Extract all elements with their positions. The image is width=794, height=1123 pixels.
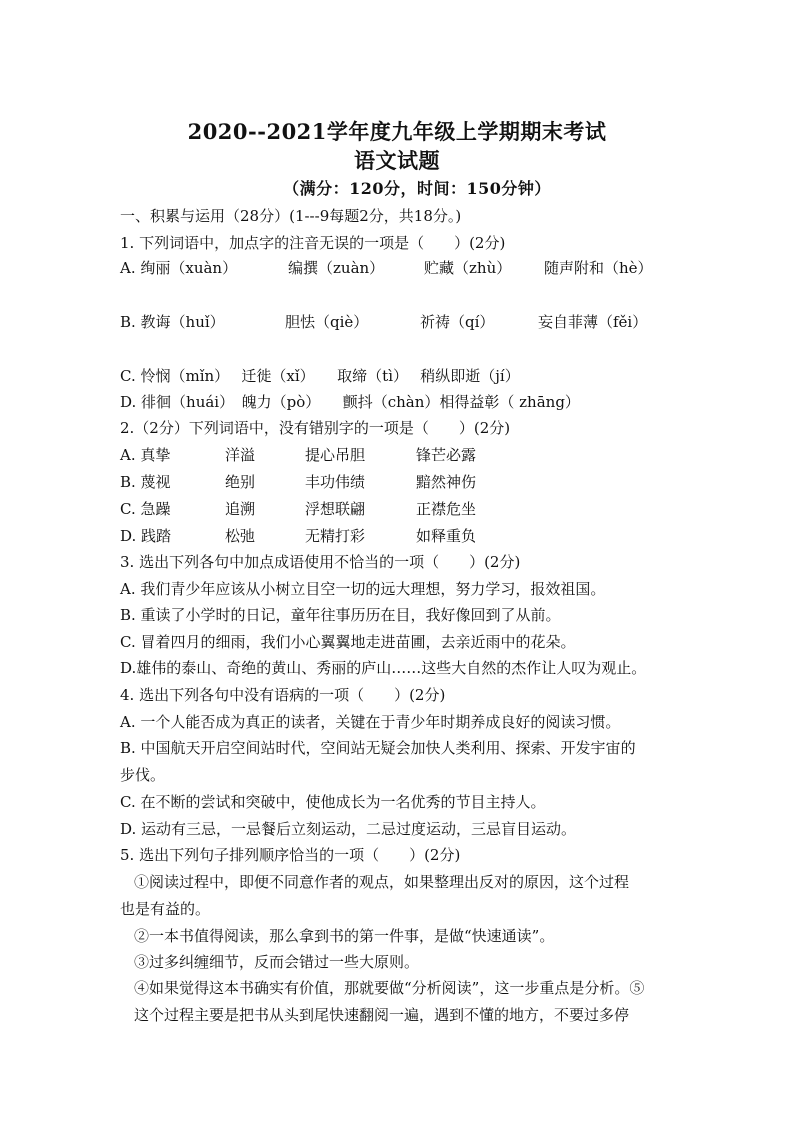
subject-title: 语文试题 bbox=[354, 148, 440, 173]
question-1-option-c: C. 怜悯（mǐn） 迁徙（xǐ） 取缔（tì） 稍纵即逝（jí） bbox=[120, 367, 520, 385]
question-5-stem: 5. 选出下列句子排列顺序恰当的一项（ ）(2分) bbox=[120, 846, 461, 864]
sentence-1: ①阅读过程中，即便不同意作者的观点，如果整理出反对的原因，这个过程 bbox=[134, 873, 630, 891]
section-heading: 一、积累与运用（28分）(1---9每题2分，共18分。) bbox=[120, 207, 462, 225]
option-word: 松弛 bbox=[225, 527, 256, 545]
option-word: B. 蔑视 bbox=[120, 473, 171, 491]
option-word: 如释重负 bbox=[416, 527, 477, 545]
sentence-4: ④如果觉得这本书确实有价值，那就要做“分析阅读”，这一步重点是分析。⑤ bbox=[134, 979, 645, 997]
question-2-stem: 2.（2分）下列词语中，没有错别字的一项是（ ）(2分) bbox=[120, 419, 511, 437]
option-word: 随声附和（hè） bbox=[544, 259, 653, 277]
option-word: 浮想联翩 bbox=[305, 500, 366, 518]
question-4-option-d: D. 运动有三忌，一忌餐后立刻运动，二忌过度运动，三忌盲目运动。 bbox=[120, 820, 577, 838]
option-word: C. 急躁 bbox=[120, 500, 171, 518]
question-1-option-d: D. 徘徊（huái） 魄力（pò） 颤抖（chàn）相得益彰（ zhāng） bbox=[120, 393, 580, 411]
option-word: 祈祷（qí） bbox=[420, 313, 495, 331]
option-word: 妄自菲薄（fěi） bbox=[538, 313, 648, 331]
option-word: 丰功伟绩 bbox=[305, 473, 366, 491]
option-word: 贮藏（zhù） bbox=[424, 259, 512, 277]
sentence-5: 这个过程主要是把书从头到尾快速翻阅一遍，遇到不懂的地方，不要过多停 bbox=[134, 1006, 630, 1024]
question-3-stem: 3. 选出下列各句中加点成语使用不恰当的一项（ ）(2分) bbox=[120, 553, 521, 571]
question-4-stem: 4. 选出下列各句中没有语病的一项（ ）(2分) bbox=[120, 686, 446, 704]
question-3-option-c: C. 冒着四月的细雨，我们小心翼翼地走进苗圃，去亲近雨中的花朵。 bbox=[120, 633, 576, 651]
option-word: 黯然神伤 bbox=[416, 473, 477, 491]
option-word: 正襟危坐 bbox=[416, 500, 477, 518]
sentence-3: ③过多纠缠细节，反而会错过一些大原则。 bbox=[134, 953, 420, 971]
question-3-option-a: A. 我们青少年应该从小树立目空一切的远大理想，努力学习，报效祖国。 bbox=[120, 580, 606, 598]
question-3-option-d: D.雄伟的泰山、奇绝的黄山、秀丽的庐山……这些大自然的杰作让人叹为观止。 bbox=[120, 659, 647, 677]
option-word: 提心吊胆 bbox=[305, 446, 366, 464]
option-word: D. 践踏 bbox=[120, 527, 172, 545]
exam-info: （满分：120分，时间：150分钟） bbox=[283, 179, 551, 198]
option-word: B. 教诲（huǐ） bbox=[120, 313, 225, 331]
question-4-option-b: B. 中国航天开启空间站时代，空间站无疑会加快人类利用、探索、开发宇宙的 bbox=[120, 739, 636, 757]
option-word: 锋芒必露 bbox=[416, 446, 477, 464]
option-word: 胆怯（qiè） bbox=[285, 313, 369, 331]
exam-title: 2020--2021学年度九年级上学期期末考试 bbox=[187, 119, 607, 144]
question-1-stem: 1. 下列词语中，加点字的注音无误的一项是（ ）(2分) bbox=[120, 234, 506, 252]
option-word: 编撰（zuàn） bbox=[288, 259, 385, 277]
option-word: 洋溢 bbox=[225, 446, 256, 464]
option-word: A. 真挚 bbox=[120, 446, 171, 464]
option-word: 无精打彩 bbox=[305, 527, 366, 545]
sentence-1-cont: 也是有益的。 bbox=[120, 900, 211, 918]
option-word: 绝别 bbox=[225, 473, 256, 491]
question-4-option-b-cont: 步伐。 bbox=[120, 766, 166, 784]
question-4-option-a: A. 一个人能否成为真正的读者，关键在于青少年时期养成良好的阅读习惯。 bbox=[120, 713, 621, 731]
option-word: 追溯 bbox=[225, 500, 256, 518]
sentence-2: ②一本书值得阅读，那么拿到书的第一件事，是做“快速通读”。 bbox=[134, 927, 555, 945]
option-word: A. 绚丽（xuàn） bbox=[120, 259, 238, 277]
question-3-option-b: B. 重读了小学时的日记，童年往事历历在目，我好像回到了从前。 bbox=[120, 606, 561, 624]
question-4-option-c: C. 在不断的尝试和突破中，使他成长为一名优秀的节目主持人。 bbox=[120, 793, 546, 811]
